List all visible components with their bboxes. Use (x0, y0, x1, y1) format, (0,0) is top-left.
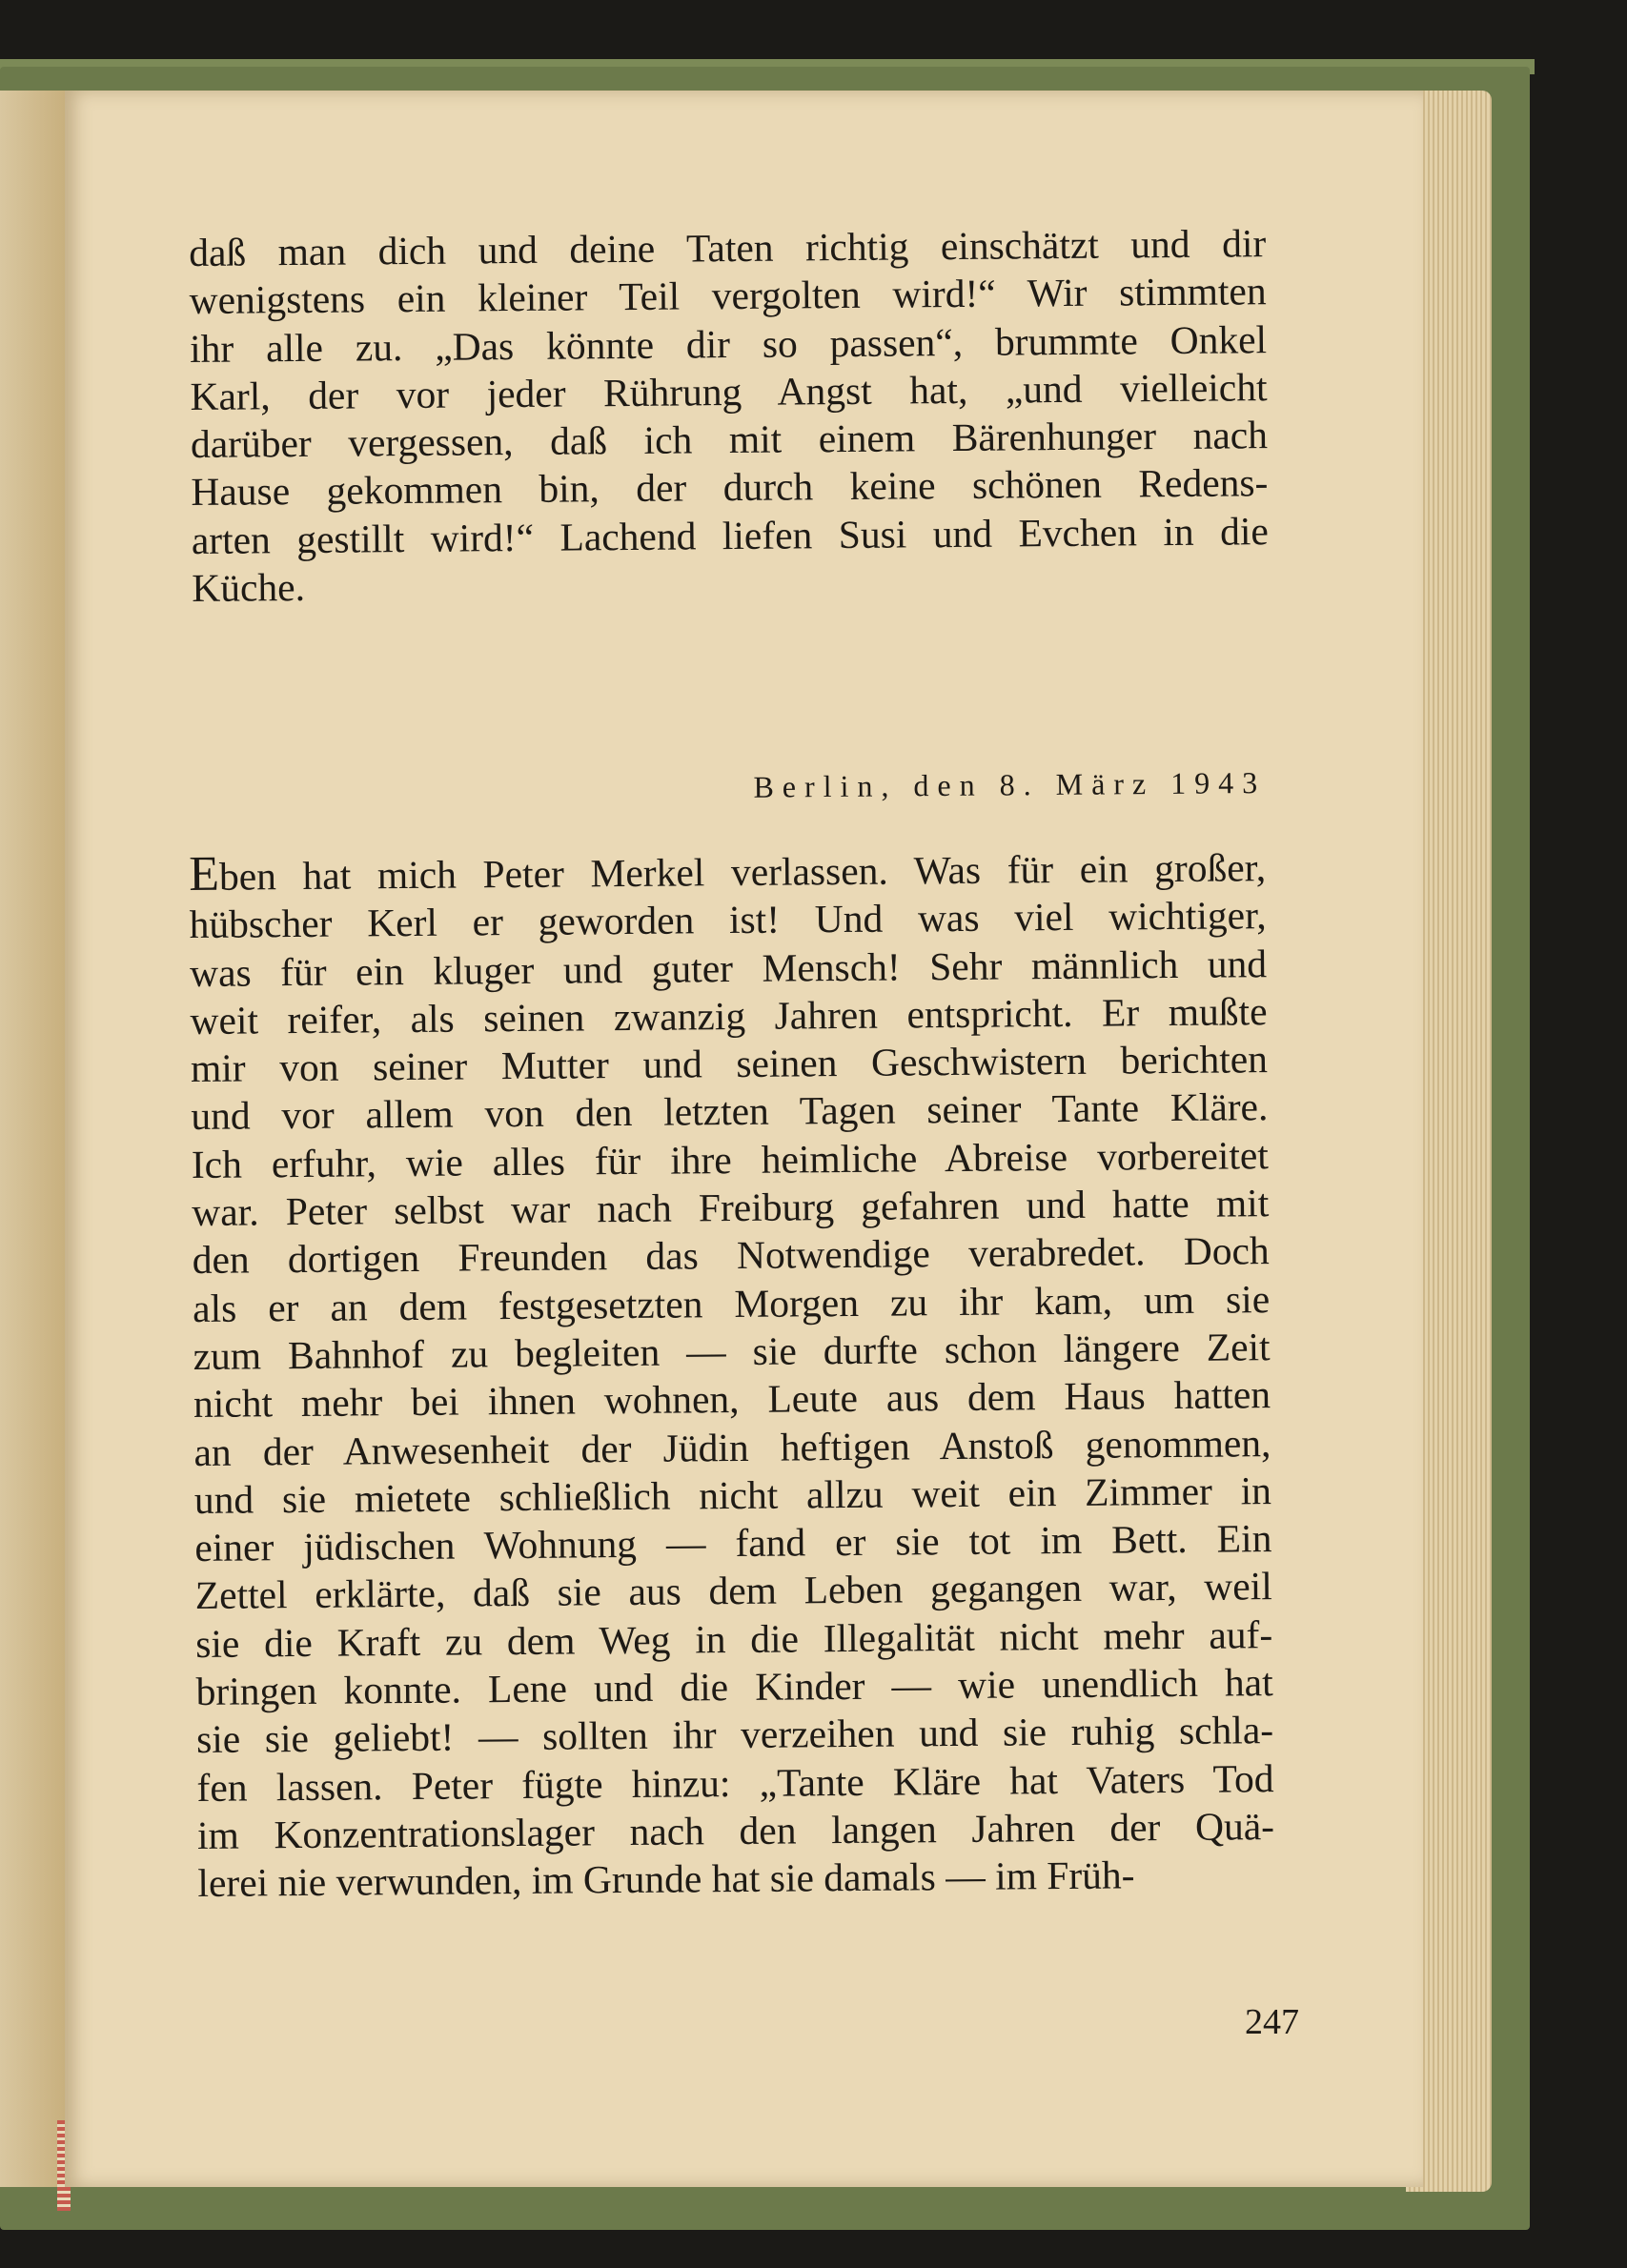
text-line: und sie mietete schließlich nicht allzu weit ein Zimmer in (193, 1468, 1272, 1522)
text-line: wenigstens ein kleiner Teil vergolten wird!“ Wir stimmten (189, 269, 1267, 323)
text-line: daß man dich und deine Taten richtig einschätzt und dir (189, 221, 1267, 274)
text-line: arten gestillt wird!“ Lachend liefen Susi und Evchen in die (191, 508, 1270, 562)
book-page (65, 91, 1423, 2187)
paragraph-2 (189, 843, 1275, 1907)
page-number: 247 (1245, 2002, 1299, 2042)
text-line: sie sie geliebt! — sollten ihr verzeihen und sie ruhig schla- (195, 1708, 1274, 1762)
text-line: Zettel erklärte, daß sie aus dem Leben gegangen war, weil (194, 1564, 1272, 1618)
text-line: hübscher Kerl er geworden ist! Und was viel wichtiger, (189, 893, 1267, 947)
text-line: und vor allem von den letzten Tagen seiner Tante Kläre. (191, 1084, 1269, 1139)
text-line: mir von seiner Mutter und seinen Geschwistern berichten (190, 1037, 1269, 1091)
text-line: den dortigen Freunden das Notwendige verabredet. Doch (192, 1228, 1270, 1283)
text-line: Karl, der vor jeder Rührung Angst hat, „und vielleicht (190, 365, 1268, 418)
text-line: nicht mehr bei ihnen wohnen, Leute aus dem Haus hatten (193, 1372, 1271, 1427)
text-line: darüber vergessen, daß ich mit einem Bärenhunger nach (190, 413, 1269, 467)
diary-entry (189, 843, 1275, 1907)
text-line: war. Peter selbst war nach Freiburg gefahren und hatte mit (192, 1181, 1270, 1235)
text-line-rest: ben hat mich Peter Merkel verlassen. Was für ein großer, (218, 845, 1267, 899)
text-line: im Konzentrationslager nach den langen Jahren der Quä- (196, 1804, 1275, 1857)
text-line: Küche. (192, 565, 306, 611)
text-line: fen lassen. Peter fügte hinzu: „Tante Kläre hat Vaters Tod (196, 1755, 1274, 1810)
paragraph-continued (189, 219, 1269, 612)
text-line: weit reifer, als seinen zwanzig Jahren entspricht. Er mußte (190, 989, 1268, 1043)
left-page-edge (0, 91, 67, 2187)
text-line: einer jüdischen Wohnung — fand er sie tot im Bett. Ein (194, 1516, 1272, 1570)
text-line: Hause gekommen bin, der durch keine schönen Redens- (191, 460, 1269, 515)
drop-cap: E (188, 846, 220, 901)
diary-dateline: Berlin, den 8. März 1943 (753, 765, 1267, 804)
text-line: Ich erfuhr, wie alles für ihre heimliche Abreise vorbereitet (191, 1132, 1270, 1186)
text-line: sie die Kraft zu dem Weg in die Illegalität nicht mehr auf- (195, 1611, 1273, 1666)
text-line: lerei nie verwunden, im Grunde hat sie damals — im Früh- (197, 1853, 1135, 1906)
text-line: was für ein kluger und guter Mensch! Sehr männlich und (189, 941, 1268, 995)
text-line: bringen konnte. Lene und die Kinder — wie unendlich hat (195, 1660, 1273, 1714)
paragraph-1 (189, 219, 1269, 612)
text-line: an der Anwesenheit der Jüdin heftigen Anstoß genommen, (193, 1420, 1271, 1474)
text-line: als er an dem festgesetzten Morgen zu ihr kam, um sie (192, 1276, 1271, 1330)
text-line: zum Bahnhof zu begleiten — sie durfte schon längere Zeit (193, 1325, 1271, 1378)
text-line: ihr alle zu. „Das könnte dir so passen“, brummte Onkel (189, 316, 1268, 371)
